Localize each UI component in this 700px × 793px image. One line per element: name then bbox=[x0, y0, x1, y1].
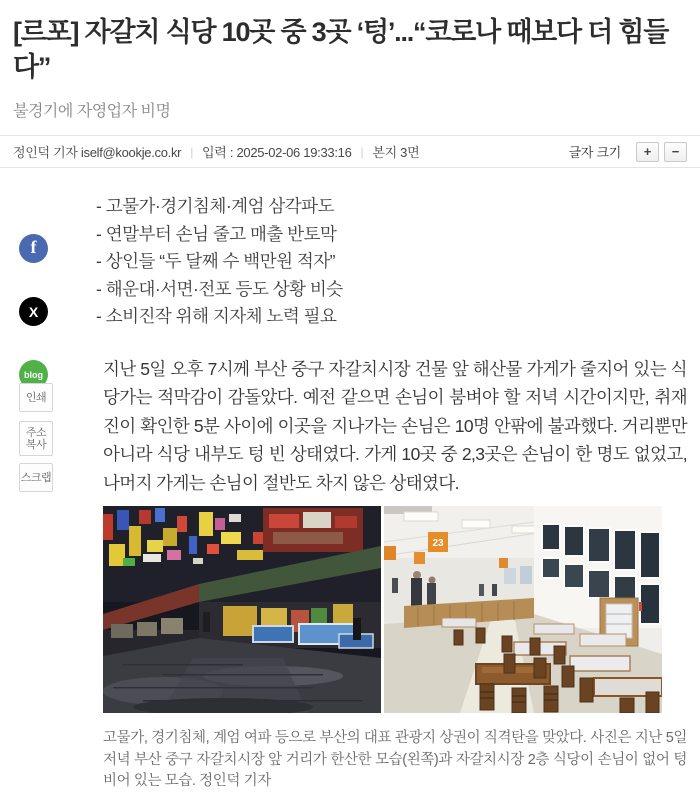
fontsize-control bbox=[569, 142, 687, 162]
blog-glyph: blog bbox=[24, 369, 43, 380]
article-body: 지난 5일 오후 7시께 부산 중구 자갈치시장 건물 앞 해산물 가게가 줄지어 있는 식당가는 적막감이 감돌았다. 예전 같으면 손님이 붐벼야 할 저녁 시간이지만, 취재진이 확인한 5분 사이에 이곳을 지나가는 손님은 10명 안팎에 불과했다. 거리뿐만 아니라 식당 내부도 텅 빈 상태였다. 가게 10곳 중 2,3곳은 손님이 한 명도 없었고, 나머지 가게는 손님이 절반도 차지 않은 상태였다. bbox=[103, 358, 687, 493]
divider-byline bbox=[0, 167, 700, 168]
photo-restaurant-interior bbox=[384, 506, 662, 713]
summary-item: - 고물가·경기침체·계엄 삼각파도 bbox=[96, 196, 334, 216]
share-buttons bbox=[19, 234, 48, 389]
sign-number-label: 23 bbox=[432, 538, 444, 549]
photo-caption: 고물가, 경기침체, 계엄 여파 등으로 부산의 대표 관광지 상권이 직격탄을 맞았다. 사진은 지난 5일 저녁 부산 중구 자갈치시장 앞 거리가 한산한 모습(왼쪽)과 자갈치시장 2층 식당이 손님이 없어 텅 비어 있는 모습. 정인덕 기자 bbox=[103, 730, 687, 789]
photo-night-street bbox=[103, 506, 381, 713]
article-content bbox=[0, 193, 700, 793]
paper-page-label: 본지 3면 bbox=[372, 145, 420, 160]
copy-url-button[interactable] bbox=[19, 421, 53, 456]
large-banner bbox=[263, 508, 363, 552]
summary-item: - 상인들 “두 달째 수 백만원 적자” bbox=[96, 251, 336, 272]
article-subtitle: 불경기에 자영업자 비명 bbox=[13, 103, 171, 120]
byline-separator: | bbox=[360, 144, 364, 159]
reporter-name: 정인덕 기자 iself@kookje.co.kr bbox=[13, 145, 182, 160]
print-button[interactable]: 인쇄 bbox=[19, 383, 53, 412]
fontsize-label: 글자 크기 bbox=[568, 145, 621, 160]
facebook-share-icon[interactable] bbox=[19, 234, 48, 263]
windows bbox=[534, 506, 662, 628]
summary-list bbox=[96, 193, 687, 331]
article-headline: [르포] 자갈치 식당 10곳 중 3곳 ‘텅’...“코로나 때보다 더 힘들다” bbox=[13, 17, 669, 82]
facebook-glyph: f bbox=[30, 237, 37, 257]
summary-item: - 소비진작 위해 지자체 노력 필요 bbox=[96, 306, 337, 327]
copy-url-label: 주소 복사 bbox=[25, 426, 47, 451]
fontsize-decrease-button[interactable]: − bbox=[664, 142, 687, 162]
x-share-icon[interactable] bbox=[19, 297, 48, 326]
article-photos bbox=[103, 506, 700, 713]
scrap-button[interactable]: 스크랩 bbox=[19, 463, 53, 492]
summary-item: - 해운대·서면·전포 등도 상황 비슷 bbox=[96, 278, 343, 299]
fontsize-increase-button[interactable]: + bbox=[636, 142, 659, 162]
summary-item: - 연말부터 손님 줄고 매출 반토막 bbox=[96, 223, 337, 244]
x-glyph: X bbox=[28, 303, 39, 320]
byline-row bbox=[0, 136, 700, 167]
byline-separator: | bbox=[190, 144, 194, 159]
published-time: 입력 : 2025-02-06 19:33:16 bbox=[202, 145, 352, 160]
